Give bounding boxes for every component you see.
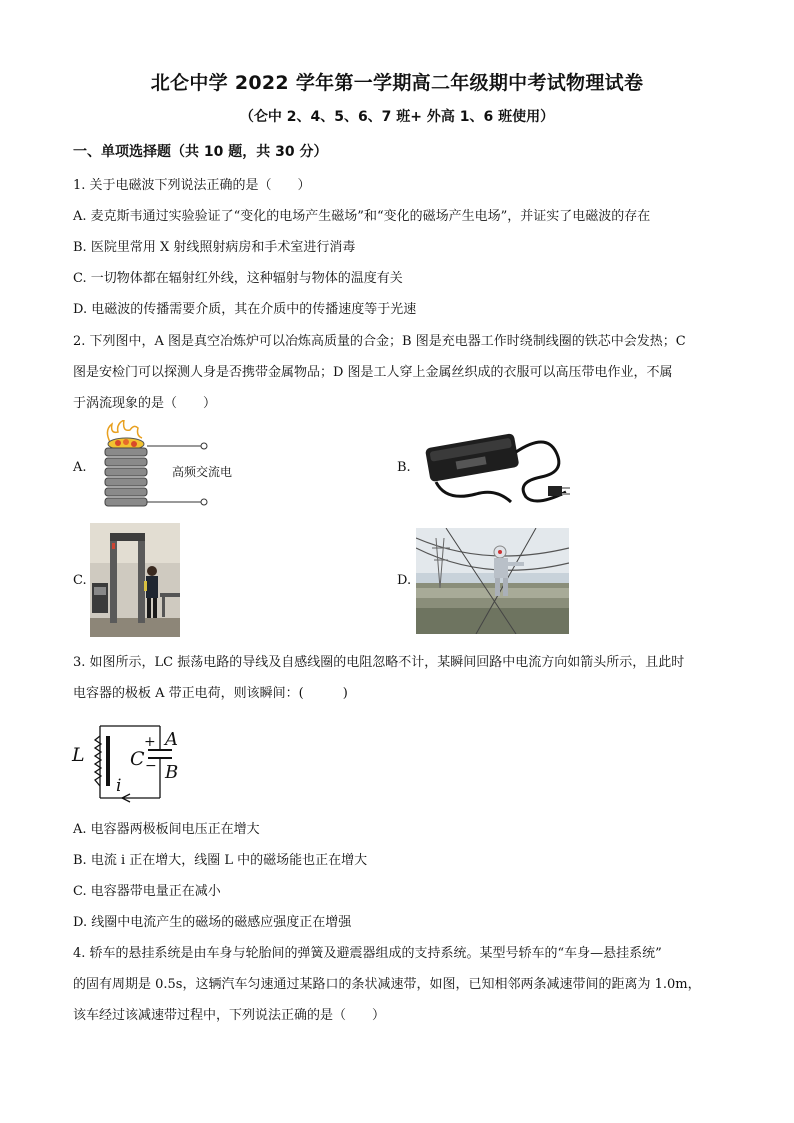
security-gate-photo: [90, 523, 180, 637]
q3-option-d: D. 线圈中电流产生的磁场的磁感应强度正在增强: [73, 915, 352, 930]
circuit-minus-sign: −: [145, 758, 157, 774]
q2-label-a: A.: [73, 460, 87, 475]
q3-stem-line1: 3. 如图所示，LC 振荡电路的导线及自感线圈的电阻忽略不计，某瞬间回路中电流方向如箭头所示，且此时: [73, 655, 685, 670]
q1-option-d: D. 电磁波的传播需要介质，其在介质中的传播速度等于光速: [73, 302, 417, 317]
q4-stem-line2: 的固有周期是 0.5s，这辆汽车匀速通过某路口的条状减速带，如图，已知相邻两条减速带间的距离为 1.0m，: [73, 977, 701, 992]
q1-option-b: B. 医院里常用 X 射线照射病房和手术室进行消毒: [73, 240, 356, 255]
q3-option-a: A. 电容器两极板间电压正在增大: [73, 822, 260, 837]
section-heading: 一、单项选择题（共 10 题，共 30 分）: [73, 144, 328, 160]
q1-option-c: C. 一切物体都在辐射红外线，这种辐射与物体的温度有关: [73, 271, 403, 286]
q2-stem-line2: 图是安检门可以探测人身是否携带金属物品；D 图是工人穿上金属丝织成的衣服可以高压带电作业，不属: [73, 365, 673, 380]
lineworker-photo: [416, 528, 569, 634]
q2-label-c: C.: [73, 573, 87, 588]
q2-stem-line3: 于涡流现象的是（ ）: [73, 396, 217, 411]
charger-illustration: [416, 422, 576, 510]
q2-label-d: D.: [397, 573, 412, 588]
page-subtitle: （仑中 2、4、5、6、7 班+ 外高 1、6 班使用）: [239, 109, 555, 125]
circuit-label-c: C: [130, 748, 145, 770]
circuit-label-b: B: [165, 762, 179, 783]
q3-stem-line2: 电容器的极板 A 带正电荷，则该瞬间：( ): [73, 686, 348, 701]
page-title: 北仑中学 2022 学年第一学期高二年级期中考试物理试卷: [150, 72, 644, 94]
q3-option-b: B. 电流 i 正在增大，线圈 L 中的磁场能也正在增大: [73, 853, 368, 868]
security-gate-figure: [90, 523, 180, 637]
circuit-label-i: i: [116, 776, 122, 796]
q2-stem-line1: 2. 下列图中，A 图是真空冶炼炉可以冶炼高质量的合金；B 图是充电器工作时绕制线圈的铁芯中会发热；C: [73, 334, 686, 349]
circuit-plus-sign: +: [144, 734, 156, 750]
q2-label-b: B.: [397, 460, 411, 475]
q3-option-c: C. 电容器带电量正在减小: [73, 884, 221, 899]
q4-stem-line1: 4. 轿车的悬挂系统是由车身与轮胎间的弹簧及避震器组成的支持系统。某型号轿车的“车身—悬挂系统”: [73, 946, 662, 961]
circuit-label-l: L: [72, 744, 85, 766]
q4-stem-line3: 该车经过该减速带过程中，下列说法正确的是（ ）: [73, 1008, 386, 1023]
lc-circuit-diagram: [68, 714, 178, 806]
q1-option-a: A. 麦克斯韦通过实验验证了“变化的电场产生磁场”和“变化的磁场产生电场”，并证实了电磁波的存在: [73, 209, 651, 224]
charger-figure: [416, 422, 576, 510]
furnace-caption: 高频交流电: [172, 465, 233, 479]
circuit-label-a: A: [165, 729, 178, 750]
q1-stem: 1. 关于电磁波下列说法正确的是（ ）: [73, 178, 311, 193]
lineworker-figure: [416, 528, 569, 634]
